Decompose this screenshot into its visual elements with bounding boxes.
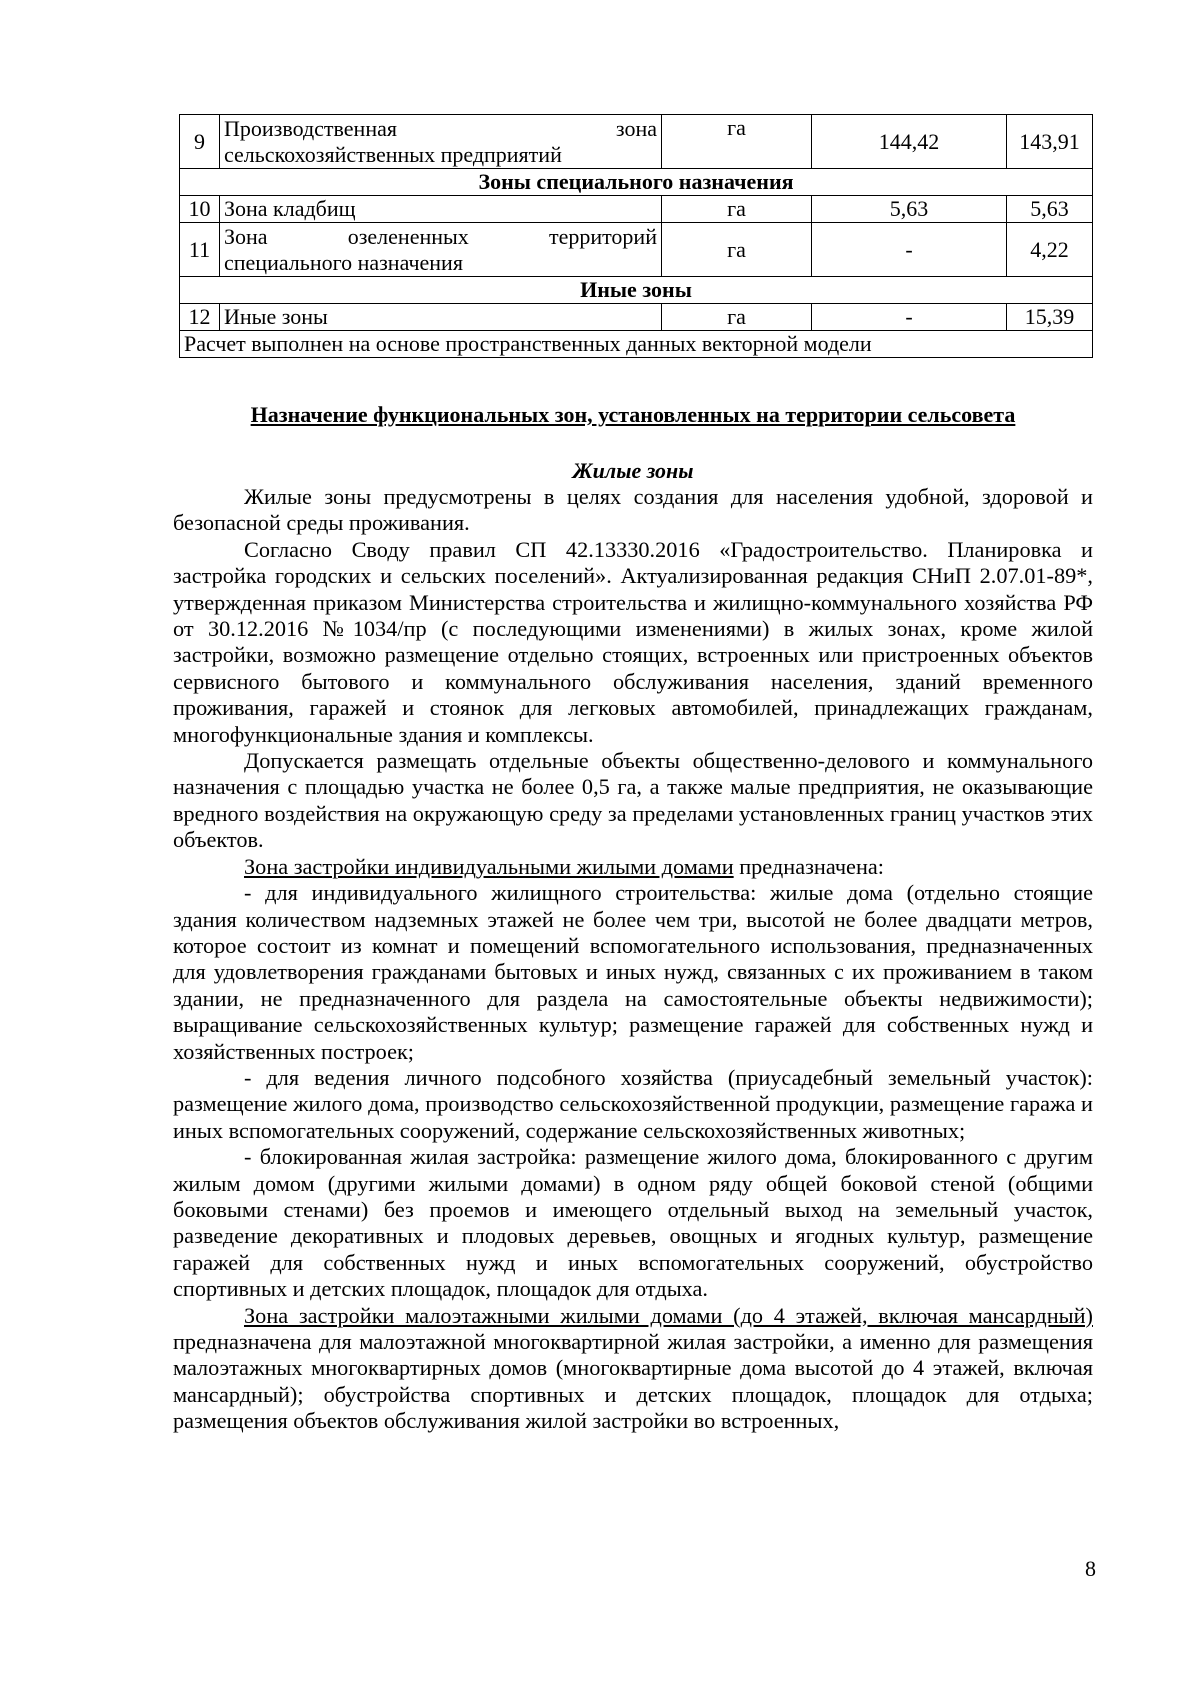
value-cell: 5,63 — [1007, 196, 1093, 223]
zone-name: Иные зоны — [220, 304, 662, 331]
zones-table — [179, 114, 1093, 358]
row-number: 9 — [180, 115, 220, 169]
table-section-row — [180, 277, 1093, 304]
zone-term: Зона застройки индивидуальными жилыми домами — [244, 853, 734, 879]
unit-cell: га — [662, 115, 812, 169]
value-cell: - — [812, 304, 1007, 331]
zone-name: Производственная зона сельскохозяйственных предприятий — [220, 115, 662, 169]
zone-term: Зона застройки малоэтажными жилыми домами (до 4 этажей, включая мансардный) — [244, 1302, 1093, 1328]
unit-cell: га — [662, 196, 812, 223]
zone-name: Зона озелененных территорий специального назначения — [220, 223, 662, 277]
section-title: Зоны специального назначения — [180, 169, 1093, 196]
table-row — [180, 115, 1093, 169]
value-cell: 15,39 — [1007, 304, 1093, 331]
row-number: 12 — [180, 304, 220, 331]
paragraph: - для ведения личного подсобного хозяйства (приусадебный земельный участок): размещение жилого дома, производство сельскохозяйственной продукции, размещение гаража и иных вспомогательных сооружений, содержание сельскохозяйственных животных; — [173, 1064, 1093, 1143]
unit-cell: га — [662, 223, 812, 277]
body-text — [173, 484, 1093, 1435]
paragraph: Зона застройки малоэтажными жилыми домами (до 4 этажей, включая мансардный) предназначена для малоэтажной многоквартирной жилая застройки, а именно для размещения малоэтажных многоквартирных домов (многоквартирные дома высотой до 4 этажей, включая мансардный); обустройства спортивных и детских площадок, площадок для отдыха; размещения объектов обслуживания жилой застройки во встроенных, — [173, 1302, 1093, 1434]
table-row — [180, 196, 1093, 223]
paragraph: Допускается размещать отдельные объекты общественно-делового и коммунального назначения с площадью участка не более 0,5 га, а также малые предприятия, не оказывающие вредного воздействия на окружающую среду за пределами установленных границ участков этих объектов. — [173, 748, 1093, 853]
value-cell: 143,91 — [1007, 115, 1093, 169]
section-title: Иные зоны — [180, 277, 1093, 304]
subsection-heading: Жилые зоны — [572, 458, 694, 483]
table-row — [180, 223, 1093, 277]
value-cell: - — [812, 223, 1007, 277]
row-number: 10 — [180, 196, 220, 223]
row-number: 11 — [180, 223, 220, 277]
table-section-row — [180, 169, 1093, 196]
section-heading: Назначение функциональных зон, установленных на территории сельсовета — [250, 402, 1016, 427]
paragraph: - блокированная жилая застройка: размещение жилого дома, блокированного с другим жилым домом (другими жилыми домами) в одном ряду общей боковой стеной (общими боковыми стенами) без проемов и имеющего отдельный выход на земельный участок, разведение декоративных и плодовых деревьев, овощных и ягодных культур, размещение гаражей для собственных нужд и иных вспомогательных сооружений, обустройство спортивных и детских площадок, площадок для отдыха. — [173, 1144, 1093, 1302]
paragraph: Согласно Своду правил СП 42.13330.2016 «Градостроительство. Планировка и застройка городских и сельских поселений». Актуализированная редакция СНиП 2.07.01-89*, утвержденная приказом Министерства строительства и жилищно-коммунального хозяйства РФ от 30.12.2016 №1034/пр (с последующими изменениями) в жилых зонах, кроме жилой застройки, возможно размещение отдельно стоящих, встроенных или пристроенных объектов сервисного бытового и коммунального обслуживания населения, зданий временного проживания, гаражей и стоянок для легковых автомобилей, принадлежащих гражданам, многофункциональные здания и комплексы. — [173, 536, 1093, 747]
table-row — [180, 304, 1093, 331]
value-cell: 5,63 — [812, 196, 1007, 223]
paragraph: Зона застройки индивидуальными жилыми домами предназначена: — [244, 853, 884, 879]
paragraph: Жилые зоны предусмотрены в целях создания для населения удобной, здоровой и безопасной среды проживания. — [173, 484, 1093, 536]
value-cell: 4,22 — [1007, 223, 1093, 277]
zone-name: Зона кладбищ — [220, 196, 662, 223]
page-number: 8 — [1085, 1556, 1096, 1581]
unit-cell: га — [662, 304, 812, 331]
value-cell: 144,42 — [812, 115, 1007, 169]
paragraph: - для индивидуального жилищного строительства: жилые дома (отдельно стоящие здания количеством надземных этажей не более чем три, высотой не более двадцати метров, которое состоит из комнат и помещений вспомогательного использования, предназначенных для удовлетворения гражданами бытовых и иных нужд, связанных с их проживанием в таком здании, не предназначенного для раздела на самостоятельные объекты недвижимости); выращивание сельскохозяйственных культур; размещение гаражей для собственных нужд и хозяйственных построек; — [173, 880, 1093, 1064]
table-note-row — [180, 331, 1093, 358]
table-note: Расчет выполнен на основе пространственных данных векторной модели — [180, 331, 1093, 358]
